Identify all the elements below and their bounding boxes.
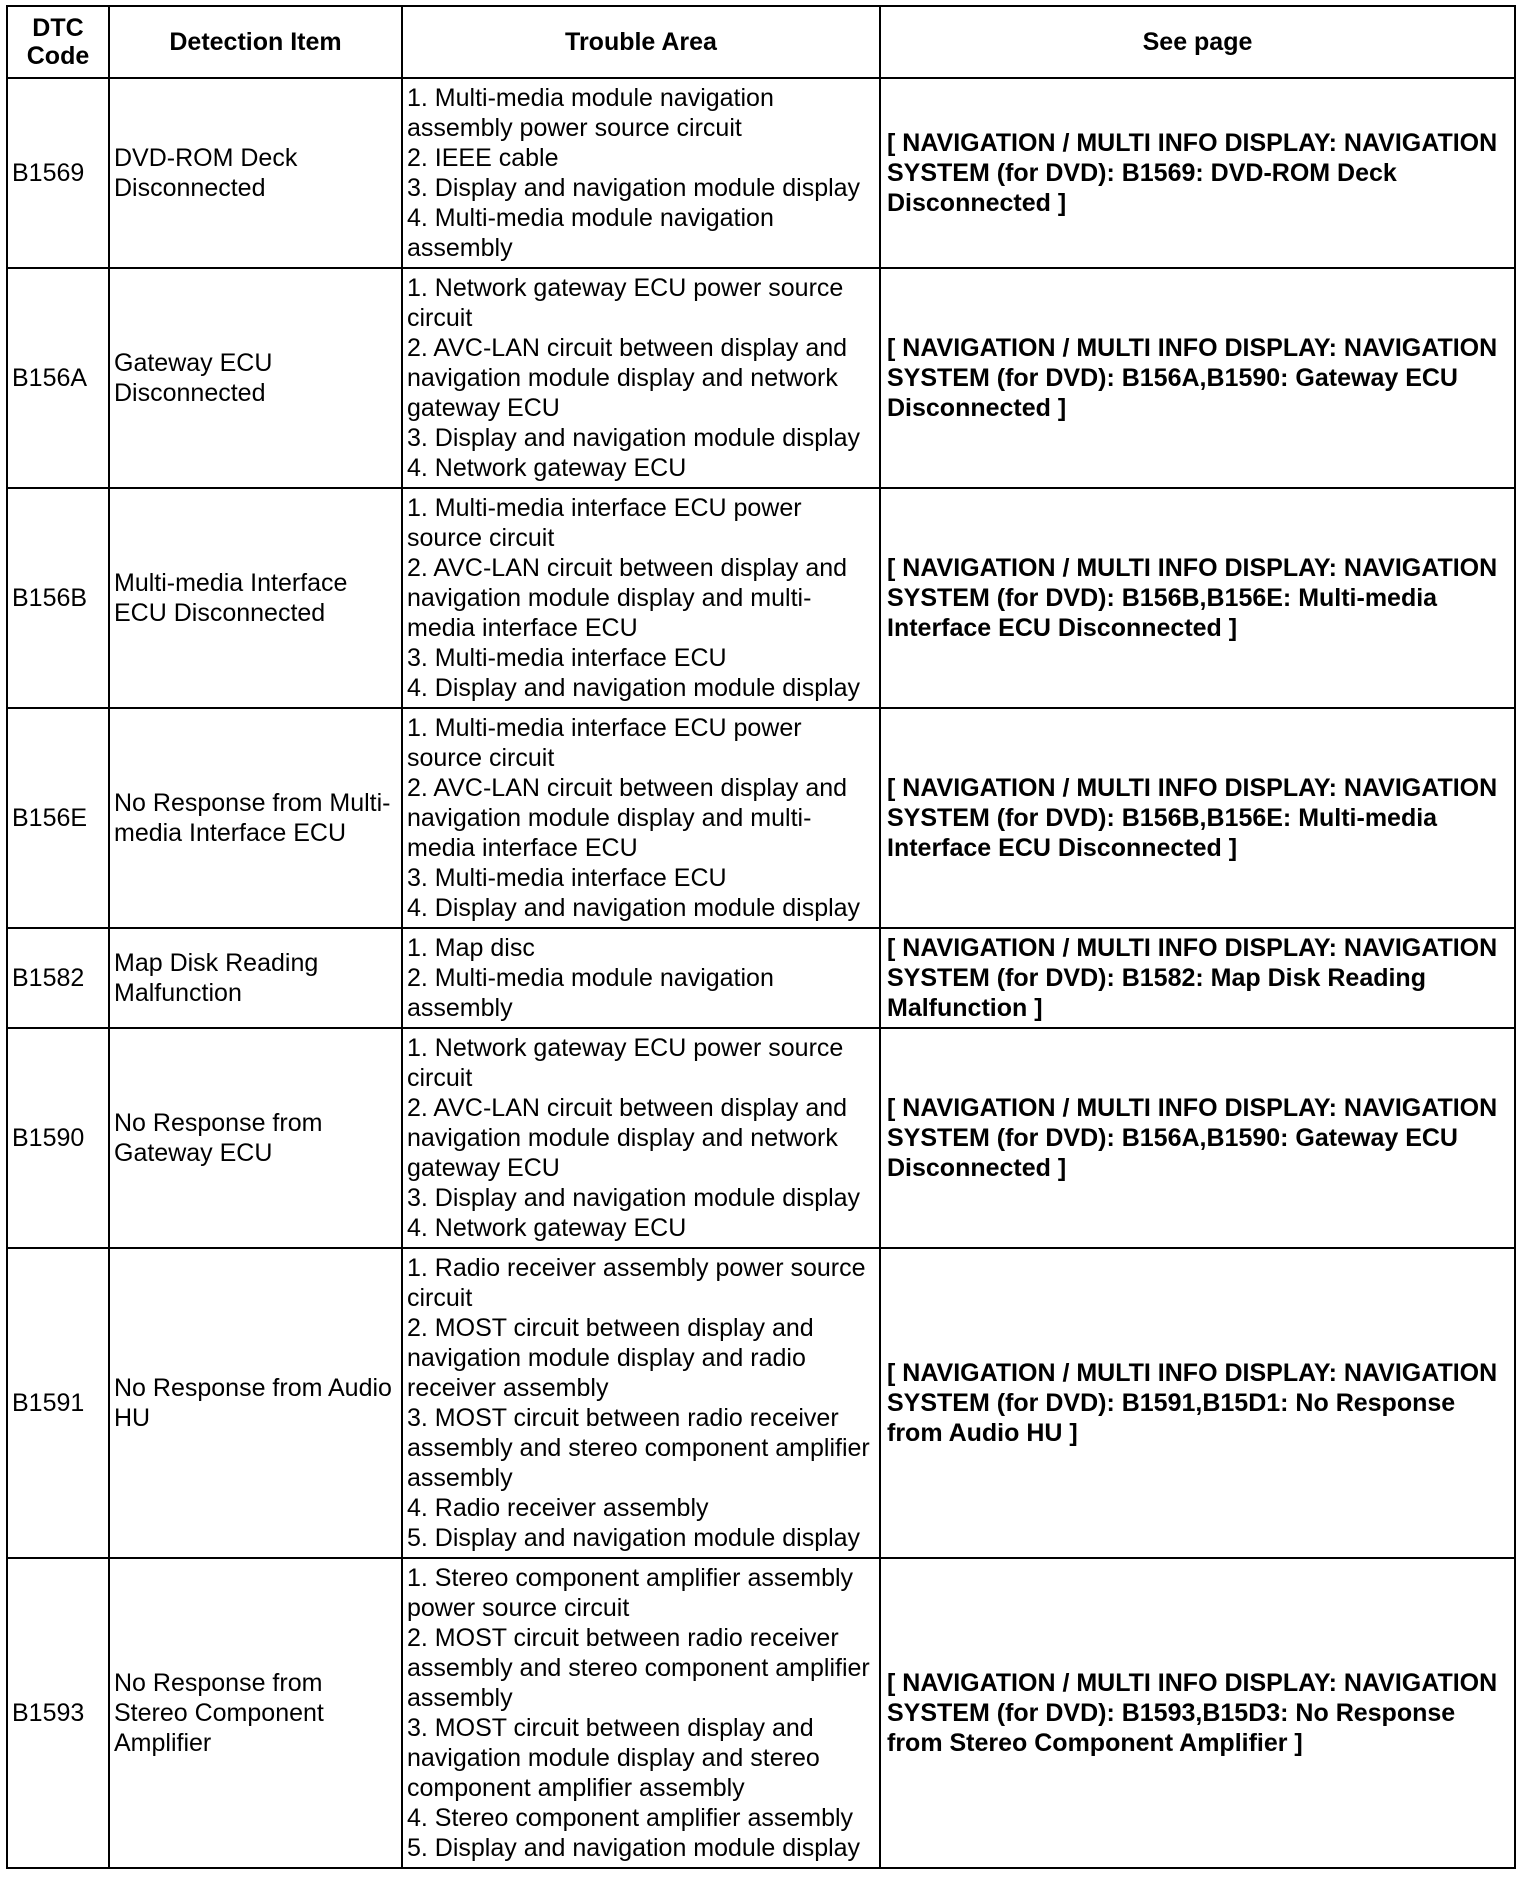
trouble-area-item: 1. Multi-media module navigation assembly power source circuit (407, 84, 774, 142)
trouble-area-item: 3. Multi-media interface ECU (407, 644, 727, 672)
trouble-area-item: 4. Radio receiver assembly (407, 1494, 709, 1522)
trouble-area-cell (402, 1248, 880, 1558)
see-page-link[interactable]: [ NAVIGATION / MULTI INFO DISPLAY: NAVIGATION SYSTEM (for DVD): B1591,B15D1: No Response from Audio HU ] (880, 1248, 1515, 1558)
trouble-area-item: 3. Display and navigation module display (407, 1184, 861, 1212)
dtc-table-header (7, 6, 1515, 78)
see-page-link[interactable]: [ NAVIGATION / MULTI INFO DISPLAY: NAVIGATION SYSTEM (for DVD): B1593,B15D3: No Response from Stereo Component Amplifier ] (880, 1558, 1515, 1868)
dtc-code-cell: B156E (7, 708, 109, 928)
trouble-area-cell (402, 268, 880, 488)
trouble-area-item: 4. Display and navigation module display (407, 894, 861, 922)
trouble-area-item: 1. Network gateway ECU power source circuit (407, 1034, 844, 1092)
detection-item-cell: Map Disk Reading Malfunction (109, 928, 402, 1028)
trouble-area-item: 3. Multi-media interface ECU (407, 864, 727, 892)
trouble-area-item: 3. MOST circuit between display and navigation module display and stereo component amplifier assembly (407, 1714, 820, 1802)
header-trouble-area: Trouble Area (402, 6, 880, 78)
dtc-code-cell: B1593 (7, 1558, 109, 1868)
header-dtc-code (7, 6, 109, 78)
detection-item-cell: No Response from Stereo Component Amplifier (109, 1558, 402, 1868)
header-see-page: See page (880, 6, 1515, 78)
trouble-area-item: 2. MOST circuit between radio receiver assembly and stereo component amplifier assembly (407, 1624, 870, 1712)
header-detection-item: Detection Item (109, 6, 402, 78)
table-row (7, 1028, 1515, 1248)
see-page-link[interactable]: [ NAVIGATION / MULTI INFO DISPLAY: NAVIGATION SYSTEM (for DVD): B156B,B156E: Multi-media Interface ECU Disconnected ] (880, 708, 1515, 928)
trouble-area-cell (402, 488, 880, 708)
detection-item-cell: Gateway ECU Disconnected (109, 268, 402, 488)
trouble-area-item: 1. Radio receiver assembly power source circuit (407, 1254, 866, 1312)
trouble-area-item: 2. AVC-LAN circuit between display and navigation module display and multi-media interface ECU (407, 774, 848, 862)
trouble-area-cell (402, 1558, 880, 1868)
trouble-area-item: 1. Multi-media interface ECU power source circuit (407, 714, 802, 772)
trouble-area-item: 1. Multi-media interface ECU power source circuit (407, 494, 802, 552)
trouble-area-item: 4. Network gateway ECU (407, 454, 687, 482)
trouble-area-item: 2. IEEE cable (407, 144, 559, 172)
trouble-area-item: 1. Stereo component amplifier assembly power source circuit (407, 1564, 854, 1622)
table-row (7, 268, 1515, 488)
see-page-link[interactable]: [ NAVIGATION / MULTI INFO DISPLAY: NAVIGATION SYSTEM (for DVD): B1582: Map Disk Reading Malfunction ] (880, 928, 1515, 1028)
header-dtc-code-line2: Code (26, 42, 90, 70)
trouble-area-item: 1. Network gateway ECU power source circuit (407, 274, 844, 332)
header-dtc-code-line1: DTC (32, 14, 84, 42)
dtc-table (6, 5, 1516, 1869)
trouble-area-item: 2. AVC-LAN circuit between display and navigation module display and network gateway ECU (407, 1094, 848, 1182)
trouble-area-cell (402, 928, 880, 1028)
trouble-area-cell (402, 708, 880, 928)
trouble-area-cell (402, 1028, 880, 1248)
trouble-area-item: 4. Display and navigation module display (407, 674, 861, 702)
see-page-link[interactable]: [ NAVIGATION / MULTI INFO DISPLAY: NAVIGATION SYSTEM (for DVD): B156A,B1590: Gateway ECU Disconnected ] (880, 268, 1515, 488)
table-row (7, 708, 1515, 928)
trouble-area-item: 5. Display and navigation module display (407, 1834, 861, 1862)
trouble-area-item: 2. MOST circuit between display and navigation module display and radio receiver assembly (407, 1314, 814, 1402)
trouble-area-cell (402, 78, 880, 268)
see-page-link[interactable]: [ NAVIGATION / MULTI INFO DISPLAY: NAVIGATION SYSTEM (for DVD): B156A,B1590: Gateway ECU Disconnected ] (880, 1028, 1515, 1248)
trouble-area-item: 1. Map disc (407, 934, 535, 962)
dtc-table-body (7, 78, 1515, 1868)
trouble-area-item: 2. AVC-LAN circuit between display and navigation module display and network gateway ECU (407, 334, 848, 422)
trouble-area-item: 4. Network gateway ECU (407, 1214, 687, 1242)
trouble-area-item: 3. MOST circuit between radio receiver assembly and stereo component amplifier assembly (407, 1404, 870, 1492)
dtc-code-cell: B1582 (7, 928, 109, 1028)
dtc-code-cell: B1569 (7, 78, 109, 268)
table-row (7, 1558, 1515, 1868)
table-row (7, 488, 1515, 708)
trouble-area-item: 5. Display and navigation module display (407, 1524, 861, 1552)
detection-item-cell: No Response from Gateway ECU (109, 1028, 402, 1248)
detection-item-cell: Multi-media Interface ECU Disconnected (109, 488, 402, 708)
dtc-code-cell: B156B (7, 488, 109, 708)
header-row (7, 6, 1515, 78)
trouble-area-item: 3. Display and navigation module display (407, 174, 861, 202)
trouble-area-item: 4. Stereo component amplifier assembly (407, 1804, 854, 1832)
see-page-link[interactable]: [ NAVIGATION / MULTI INFO DISPLAY: NAVIGATION SYSTEM (for DVD): B1569: DVD-ROM Deck Disconnected ] (880, 78, 1515, 268)
trouble-area-item: 2. AVC-LAN circuit between display and navigation module display and multi-media interface ECU (407, 554, 848, 642)
trouble-area-item: 3. Display and navigation module display (407, 424, 861, 452)
detection-item-cell: No Response from Audio HU (109, 1248, 402, 1558)
see-page-link[interactable]: [ NAVIGATION / MULTI INFO DISPLAY: NAVIGATION SYSTEM (for DVD): B156B,B156E: Multi-media Interface ECU Disconnected ] (880, 488, 1515, 708)
detection-item-cell: No Response from Multi-media Interface ECU (109, 708, 402, 928)
trouble-area-item: 4. Multi-media module navigation assembly (407, 204, 774, 262)
dtc-code-cell: B1591 (7, 1248, 109, 1558)
detection-item-cell: DVD-ROM Deck Disconnected (109, 78, 402, 268)
table-row (7, 78, 1515, 268)
dtc-code-cell: B156A (7, 268, 109, 488)
dtc-code-cell: B1590 (7, 1028, 109, 1248)
trouble-area-item: 2. Multi-media module navigation assembly (407, 964, 774, 1022)
table-row (7, 1248, 1515, 1558)
table-row (7, 928, 1515, 1028)
